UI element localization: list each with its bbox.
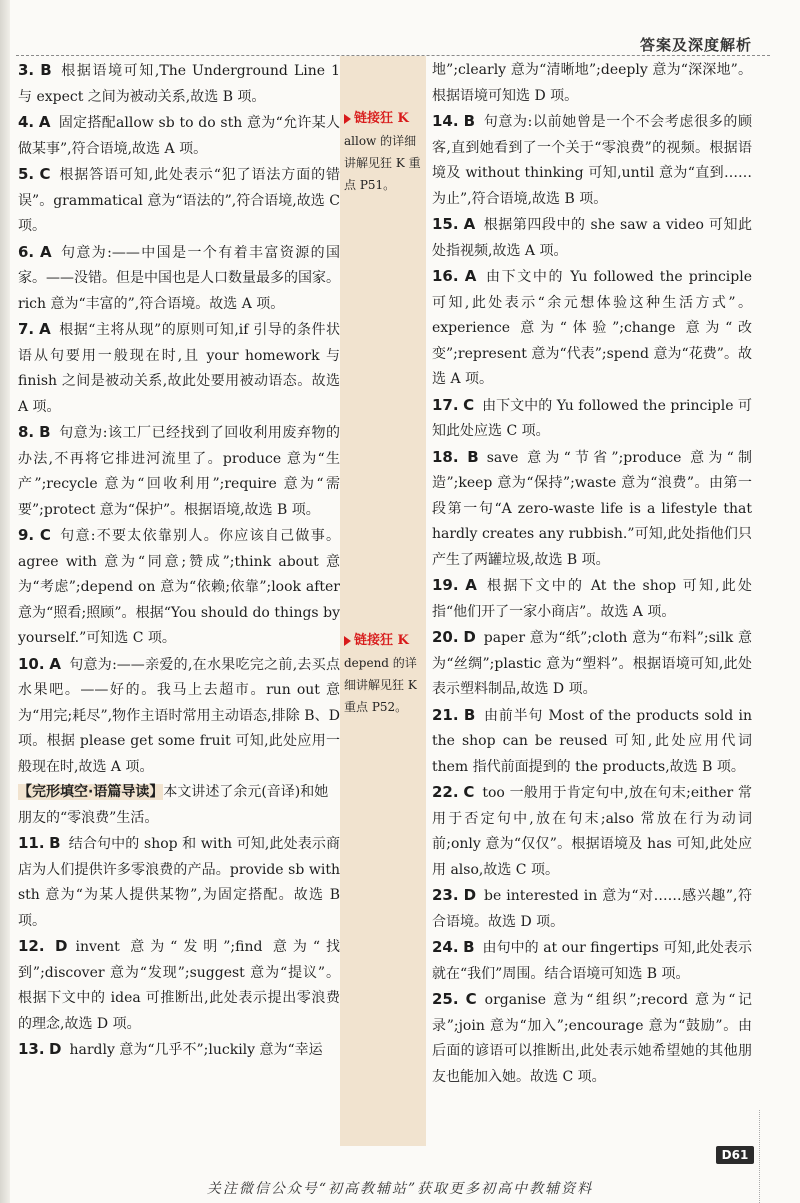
answer-item: 8. B 句意为:该工厂已经找到了回收利用废弃物的办法,不再将它排进河流里了。produce 意为“生产”;recycle 意为“回收利用”;require 意为“需要”;protect 意为“保护”。根据语境,故选 B 项。 xyxy=(18,423,341,518)
answer-item: 19. A 根据下文中的 At the shop 可知,此处指“他们开了一家小商店”。故选 A 项。 xyxy=(432,576,753,620)
answer-item: 14. B 句意为:以前她曾是一个不会考虑很多的顾客,直到她看到了一个关于“零浪费”的视频。根据语境及 without thinking 可知,until 意为“直到……为止”,符合语境,故选 B 项。 xyxy=(432,112,752,207)
section-intro xyxy=(18,780,340,831)
answer-item: 25. C organise 意为“组织”;record 意为“记录”;join 意为“加入”;encourage 意为“鼓励”。由后面的谚语可以推断出,此处表示她希望她的其他朋友也能加入她。故选 C 项。 xyxy=(432,990,752,1085)
page-number-badge: D61 xyxy=(716,1146,754,1164)
answer-item: 10. A 句意为:——亲爱的,在水果吃完之前,去买点水果吧。——好的。我马上去超市。run out 意为“用完;耗尽”,物作主语时常用主动语态,排除 B、D 项。根据 please get some fruit 可知,此处应用一般现在时,故选 A 项。 xyxy=(18,654,341,775)
answer-item: 9. C 句意:不要太依靠别人。你应该自己做事。agree with 意为“同意;赞成”;think about 意为“考虑”;depend on 意为“依赖;依靠”;look after 意为“照看;照顾”。根据“You should do things by yourself.”可知选 C 项。 xyxy=(18,526,340,646)
answer-item: 16. A 由下文中的 Yu followed the principle 可知,此处表示“余元想体验这种生活方式”。experience 意为“体验”;change 意为“改变”;represent 意为“代表”;spend 意为“花费”。故选 A 项。 xyxy=(432,267,753,387)
answer-item: 11. B 结合句中的 shop 和 with 可知,此处表示商店为人们提供许多零浪费的产品。provide sb with sth 意为“为某人提供某物”,为固定搭配。故选 B 项。 xyxy=(18,834,340,929)
link-tag: 链接狂 K xyxy=(344,630,426,652)
section-text: 本文讲述了余元(音译)和她朋友的“零浪费”生活。 xyxy=(18,784,329,826)
answer-item: 15. A 根据第四段中的 she saw a video 可知此处指视频,故选 A 项。 xyxy=(432,215,752,259)
margin-note-allow: 链接狂 K allow 的详细讲解见狂 K 重点 P51。 xyxy=(344,108,426,196)
answer-item: 20. D paper 意为“纸”;cloth 意为“布料”;silk 意为“丝绸”;plastic 意为“塑料”。根据语境可知,此处表示塑料制品,故选 D 项。 xyxy=(432,628,752,697)
margin-notes-strip xyxy=(340,56,426,1146)
answer-item-continued: 地”;clearly 意为“清晰地”;deeply 意为“深深地”。根据语境可知选 D 项。 xyxy=(432,62,752,104)
answer-item: 4. A 固定搭配allow sb to do sth 意为“允许某人做某事”,符合语境,故选 A 项。 xyxy=(18,113,340,157)
section-label: 【完形填空·语篇导读】 xyxy=(18,784,164,800)
answer-item: 21. B 由前半句 Most of the products sold in the shop can be reused 可知,此处应用代词 them 指代前面提到的 the products,故选 B 项。 xyxy=(432,705,753,775)
link-tag: 链接狂 K xyxy=(344,108,426,130)
answer-item: 17. C 由下文中的 Yu followed the principle 可知此处应选 C 项。 xyxy=(432,395,753,439)
answer-item: 7. A 根据“主将从现”的原则可知,if 引导的条件状语从句要用一般现在时,且 your homework 与 finish 之间是被动关系,故此处要用被动语态。故选 A 项。 xyxy=(18,320,341,415)
answer-item: 3. B 根据语境可知,The Underground Line 1 与 expect 之间为被动关系,故选 B 项。 xyxy=(18,61,340,105)
margin-note-depend: 链接狂 K depend 的详细讲解见狂 K 重点 P52。 xyxy=(344,630,426,718)
left-column xyxy=(18,58,340,1064)
answer-item: 12. D invent 意为“发明”;find 意为“找到”;discover 意为“发现”;suggest 意为“提议”。根据下文中的 idea 可推断出,此处表示提出零浪费的理念,故选 D 项。 xyxy=(18,937,340,1032)
answer-item: 18. B save 意为“节省”;produce 意为“制造”;keep 意为“保持”;waste 意为“浪费”。由第一段第一句“A zero-waste life is a lifestyle that hardly creates any rubbish.”可知,此处指他们只产生了两罐垃圾,故选 B 项。 xyxy=(432,447,752,568)
answer-item: 6. A 句意为:——中国是一个有着丰富资源的国家。——没错。但是中国也是人口数量最多的国家。rich 意为“丰富的”,符合语境。故选 A 项。 xyxy=(18,242,340,312)
right-column xyxy=(432,58,752,1090)
page-spine xyxy=(0,0,10,1203)
answer-item: 23. D be interested in 意为“对……感兴趣”,符合语境。故选 D 项。 xyxy=(432,886,753,930)
answer-item: 24. B 由句中的 at our fingertips 可知,此处表示就在“我们”周围。结合语境可知选 B 项。 xyxy=(432,938,753,982)
answer-item: 22. C too 一般用于肯定句中,放在句末;either 常用于否定句中,放在句末;also 常放在行为动词前;only 意为“仅仅”。根据语境及 has 可知,此处应用 also,故选 C 项。 xyxy=(432,783,752,878)
page-header-title: 答案及深度解析 xyxy=(639,36,752,54)
answer-item: 5. C 根据答语可知,此处表示“犯了语法方面的错误”。grammatical 意为“语法的”,符合语境,故选 C 项。 xyxy=(18,165,341,234)
footer-promo: 关注微信公众号“初高教辅站”获取更多初高中教辅资料 xyxy=(206,1181,594,1197)
answer-item: 13. D hardly 意为“几乎不”;luckily 意为“幸运 xyxy=(18,1040,323,1058)
